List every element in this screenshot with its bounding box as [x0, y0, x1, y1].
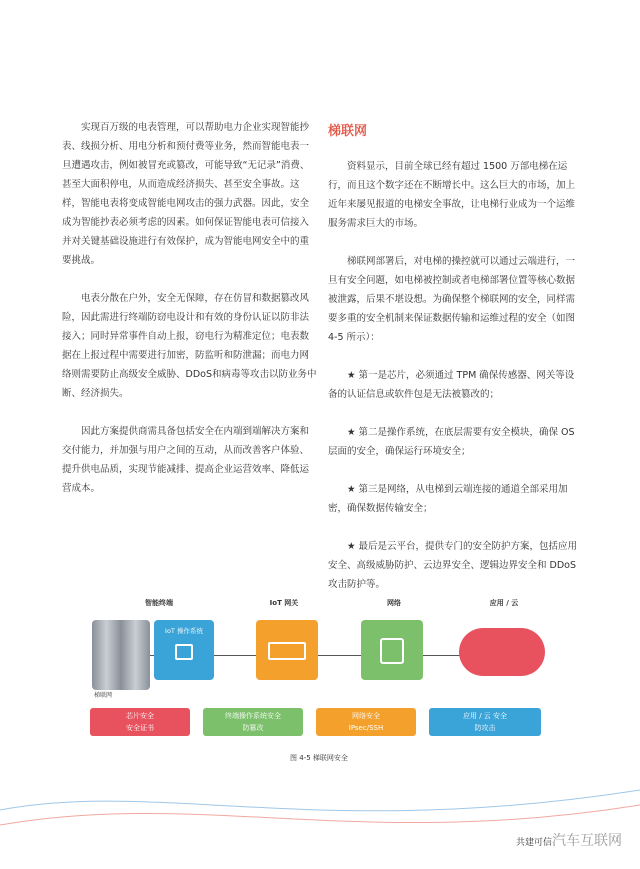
box-chip-security — [90, 708, 190, 736]
box-network-title: 网络安全 — [352, 712, 380, 720]
network-lock-icon — [380, 638, 404, 664]
right-column — [328, 122, 582, 613]
network-tile — [361, 620, 423, 680]
box-os-sub: 防篡改 — [242, 724, 264, 732]
box-network-sub: IPsec/SSH — [348, 724, 384, 732]
section-title: 梯联网 — [328, 124, 368, 139]
fig-label-network: 网络 — [387, 599, 401, 607]
fig-label-terminal: 智能终端 — [145, 599, 173, 607]
box-chip-title: 芯片安全 — [126, 712, 154, 720]
lock-icon — [175, 644, 193, 660]
figure-caption: 图 4-5 梯联网安全 — [290, 754, 348, 762]
fig-label-gateway: IoT 网关 — [269, 599, 299, 607]
watermark-text: 汽车互联网 — [552, 833, 622, 849]
left-paragraph-1: 实现百万级的电表管理，可以帮助电力企业实现智能抄表、线损分析、用电分析和预付费等业务，然而智能电表一旦遭遇攻击，例如被冒充或篡改，可能导致“无记录”消费、甚至大面积停电，从而造成经济损失、甚至安全事故。这样，智能电表将变成智能电网攻击的强力武器。因此，安全成为智能抄表必须考虑的因素。如何保证智能电表可信接入并对关键基础设施进行有效保护，成为智能电网安全中的重要挑战。 — [62, 122, 310, 266]
box-chip-sub: 安全证书 — [126, 724, 154, 732]
bullet-cloud: ★ 最后是云平台，提供专门的安全防护方案，包括应用安全、高级威胁防护、云边界安全、逻辑边界安全和 DDoS 攻击防护等。 — [328, 541, 578, 590]
box-os-security — [203, 708, 303, 736]
box-os-title: 终端操作系统安全 — [225, 712, 281, 720]
elevator-label: 梯联网 — [94, 692, 113, 699]
left-paragraph-2: 电表分散在户外，安全无保障，存在仿冒和数据篡改风险，因此需进行终端防窃电设计和有效的身份认证以防非法接入；同时异常事件自动上报，窃电行为精准定位；电表数据在上报过程中需要进行加密，防监听和防泄漏；而电力网络则需要防止高级安全威胁、DDoS和病毒等攻击以防业务中断、经济损失。 — [62, 293, 317, 399]
box-cloud-security — [429, 708, 541, 736]
bullet-os: ★ 第二是操作系统，在底层需要有安全模块，确保 OS 层面的安全，确保运行环境安全； — [328, 427, 575, 457]
cloud-icon — [459, 628, 545, 676]
router-icon — [268, 642, 306, 660]
box-network-security — [316, 708, 416, 736]
os-label: IoT 操作系统 — [165, 627, 203, 635]
left-paragraph-3: 因此方案提供商需具备包括安全在内端到端解决方案和交付能力，并加强与用户之间的互动，从而改善客户体验、提升供电品质，实现节能减排、提高企业运营效率、降低运营成本。 — [62, 426, 310, 494]
bullet-network: ★ 第三是网络，从电梯到云端连接的通道全部采用加密，确保数据传输安全； — [328, 484, 568, 514]
left-column — [62, 118, 317, 517]
footer-text: 共建可信 — [515, 838, 552, 848]
box-cloud-sub: 防攻击 — [474, 724, 496, 732]
fig-label-cloud: 应用 / 云 — [489, 599, 519, 607]
os-tile — [154, 620, 214, 680]
elevator-image — [92, 620, 150, 690]
bullet-chip: ★ 第一是芯片，必须通过 TPM 确保传感器、网关等设备的认证信息或软件包是无法被篡改的； — [328, 370, 575, 400]
right-paragraph-2: 梯联网部署后，对电梯的操控就可以通过云端进行，一旦有安全问题，如电梯被控制或者电梯部署位置等核心数据被泄露，后果不堪设想。为确保整个梯联网的安全，同样需要多重的安全机制来保证数据传输和运维过程的安全（如图 4-5 所示）： — [328, 256, 576, 343]
box-cloud-title: 应用 / 云 安全 — [462, 712, 508, 720]
figure-iot-security — [84, 598, 554, 773]
gateway-tile — [256, 620, 318, 680]
decorative-footer-curves — [0, 770, 640, 869]
right-paragraph-1: 资料显示，目前全球已经有超过 1500 万部电梯在运行，而且这个数字还在不断增长中。这么巨大的市场，加上近年来屡见报道的电梯安全事故，让电梯行业成为一个运维服务需求巨大的市场。 — [328, 161, 576, 229]
